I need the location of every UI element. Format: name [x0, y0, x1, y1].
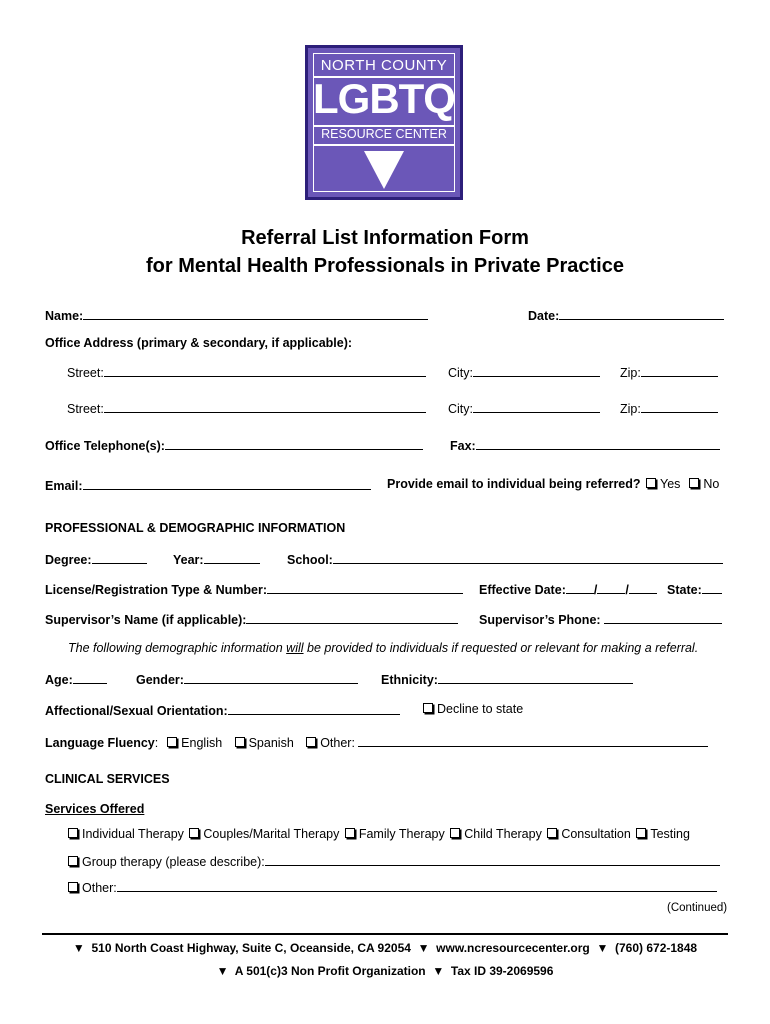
city-field-2[interactable] — [473, 400, 600, 413]
office-address-label: Office Address (primary & secondary, if applicable): — [45, 336, 353, 350]
service-label: Individual Therapy — [82, 827, 184, 841]
yes-label: Yes — [660, 477, 681, 491]
organization-logo — [305, 45, 463, 200]
street-row-2 — [67, 400, 426, 416]
clinical-heading: CLINICAL SERVICES — [45, 772, 170, 786]
street-label: Street: — [67, 366, 104, 380]
effective-month-field[interactable] — [566, 581, 594, 594]
name-label: Name — [45, 309, 80, 323]
footer-phone: (760) 672-1848 — [615, 941, 698, 955]
other-language-field[interactable] — [358, 734, 708, 747]
triangle-icon — [364, 151, 404, 189]
city-row-1 — [448, 364, 600, 380]
zip-label: Zip: — [620, 402, 641, 416]
provide-email-label: Provide email to individual being referred? — [387, 477, 641, 491]
footer-nonprofit: A 501(c)3 Non Profit Organization — [234, 964, 426, 978]
orientation-label: Affectional/Sexual Orientation — [45, 704, 224, 718]
other-service-field[interactable] — [117, 879, 717, 892]
zip-label: Zip: — [620, 366, 641, 380]
spanish-checkbox[interactable] — [235, 737, 245, 747]
fax-field[interactable] — [476, 437, 720, 450]
age-row: Age: — [45, 671, 107, 687]
effective-year-field[interactable] — [629, 581, 657, 594]
footer-divider — [42, 933, 728, 935]
email-label: Email — [45, 479, 79, 493]
services-row — [66, 827, 690, 841]
license-field[interactable] — [267, 581, 463, 594]
zip-row-2 — [620, 400, 718, 416]
date-label: Date — [528, 309, 556, 323]
name-field[interactable] — [83, 307, 428, 320]
footer-line-2 — [0, 964, 770, 978]
demographic-note: The following demographic information will be provided to individuals if requested or relevant for making a referral. — [68, 641, 699, 655]
supervisor-phone-row: Supervisor’s Phone: — [479, 611, 722, 627]
english-checkbox[interactable] — [167, 737, 177, 747]
fax-label: Fax — [450, 439, 472, 453]
degree-field[interactable] — [92, 551, 147, 564]
child-therapy-checkbox[interactable] — [450, 828, 460, 838]
form-title: Referral List Information Form — [241, 227, 529, 249]
consultation-checkbox[interactable] — [547, 828, 557, 838]
family-therapy-checkbox[interactable] — [345, 828, 355, 838]
state-label: State — [667, 583, 698, 597]
date-row: Date: — [528, 307, 724, 323]
decline-label: Decline to state — [437, 702, 524, 716]
spanish-label: Spanish — [248, 736, 294, 750]
telephone-field[interactable] — [165, 437, 423, 450]
city-row-2 — [448, 400, 600, 416]
email-row: Email: — [45, 477, 371, 493]
couples-therapy-checkbox[interactable] — [189, 828, 199, 838]
ethnicity-label: Ethnicity — [381, 673, 434, 687]
effective-date-row: Effective Date: / / — [479, 581, 657, 597]
supervisor-name-field[interactable] — [246, 611, 458, 624]
supervisor-phone-field[interactable] — [604, 611, 722, 624]
telephone-row: Office Telephone(s): — [45, 437, 423, 453]
service-label: Consultation — [561, 827, 631, 841]
footer-line-1 — [0, 941, 770, 955]
footer-address: 510 North Coast Highway, Suite C, Oceanside, CA 92054 — [91, 941, 411, 955]
triangle-bullet-icon: ▼ — [596, 941, 609, 955]
professional-heading: PROFESSIONAL & DEMOGRAPHIC INFORMATION — [45, 521, 346, 535]
gender-row: Gender: — [136, 671, 358, 687]
other-language-checkbox[interactable] — [306, 737, 316, 747]
school-field[interactable] — [333, 551, 723, 564]
fax-row: Fax: — [450, 437, 720, 453]
supervisor-name-label: Supervisor’s Name (if applicable) — [45, 613, 243, 627]
decline-row — [421, 702, 523, 716]
ethnicity-row: Ethnicity: — [381, 671, 633, 687]
email-field[interactable] — [83, 477, 371, 490]
footer-website[interactable]: www.ncresourcecenter.org — [436, 941, 590, 955]
logo-line1: NORTH COUNTY — [320, 57, 448, 74]
group-therapy-row — [66, 853, 720, 869]
triangle-bullet-icon: ▼ — [72, 941, 85, 955]
language-label: Language Fluency — [45, 736, 155, 750]
provide-email-row — [387, 477, 719, 491]
logo-line3: RESOURCE CENTER — [321, 127, 447, 141]
date-field[interactable] — [559, 307, 724, 320]
group-therapy-field[interactable] — [265, 853, 720, 866]
supervisor-name-row: Supervisor’s Name (if applicable): — [45, 611, 458, 627]
service-label: Testing — [650, 827, 690, 841]
no-label: No — [703, 477, 720, 491]
year-row: Year: — [173, 551, 260, 567]
zip-row-1 — [620, 364, 718, 380]
state-field[interactable] — [702, 581, 722, 594]
effective-day-field[interactable] — [597, 581, 625, 594]
orientation-field[interactable] — [228, 702, 400, 715]
other-language-label: Other: — [320, 736, 355, 750]
name-row: Name: — [45, 307, 428, 323]
service-label: Family Therapy — [358, 827, 445, 841]
gender-label: Gender — [136, 673, 180, 687]
decline-checkbox[interactable] — [423, 703, 433, 713]
other-service-checkbox[interactable] — [68, 882, 78, 892]
ethnicity-field[interactable] — [438, 671, 633, 684]
yes-checkbox[interactable] — [646, 478, 656, 488]
other-service-row — [66, 879, 717, 895]
effective-date-label: Effective Date — [479, 583, 562, 597]
license-label: License/Registration Type & Number — [45, 583, 263, 597]
age-field[interactable] — [73, 671, 107, 684]
triangle-bullet-icon: ▼ — [432, 964, 445, 978]
no-checkbox[interactable] — [689, 478, 699, 488]
state-row: State: — [667, 581, 722, 597]
zip-field-1[interactable] — [641, 364, 718, 377]
year-label: Year — [173, 553, 200, 567]
supervisor-phone-label: Supervisor’s Phone — [479, 613, 597, 627]
group-therapy-checkbox[interactable] — [68, 856, 78, 866]
school-label: School — [287, 553, 329, 567]
continued-label: (Continued) — [667, 902, 728, 914]
logo-line2: LGBTQ — [313, 75, 455, 122]
service-label: Couples/Marital Therapy — [203, 827, 340, 841]
form-subtitle: for Mental Health Professionals in Private Practice — [146, 255, 624, 277]
license-row: License/Registration Type & Number: — [45, 581, 463, 597]
testing-checkbox[interactable] — [636, 828, 646, 838]
english-label: English — [181, 736, 223, 750]
degree-row: Degree: — [45, 551, 147, 567]
triangle-bullet-icon: ▼ — [216, 964, 229, 978]
year-field[interactable] — [204, 551, 260, 564]
degree-label: Degree — [45, 553, 88, 567]
school-row: School: — [287, 551, 723, 567]
orientation-row: Affectional/Sexual Orientation: — [45, 702, 400, 718]
street-field-1[interactable] — [104, 364, 426, 377]
other-service-label: Other: — [82, 881, 117, 895]
service-label: Child Therapy — [464, 827, 542, 841]
age-label: Age — [45, 673, 69, 687]
gender-field[interactable] — [184, 671, 358, 684]
triangle-bullet-icon: ▼ — [417, 941, 430, 955]
language-row: Language Fluency: English Spanish Other: — [45, 734, 708, 750]
city-field-1[interactable] — [473, 364, 600, 377]
street-row-1 — [67, 364, 426, 380]
street-field-2[interactable] — [104, 400, 426, 413]
city-label: City: — [448, 402, 473, 416]
group-therapy-label: Group therapy (please describe): — [82, 855, 265, 869]
street-label: Street: — [67, 402, 104, 416]
services-offered-label: Services Offered — [45, 802, 145, 816]
individual-therapy-checkbox[interactable] — [68, 828, 78, 838]
city-label: City: — [448, 366, 473, 380]
zip-field-2[interactable] — [641, 400, 718, 413]
footer-taxid: Tax ID 39-2069596 — [450, 964, 554, 978]
telephone-label: Office Telephone(s) — [45, 439, 161, 453]
